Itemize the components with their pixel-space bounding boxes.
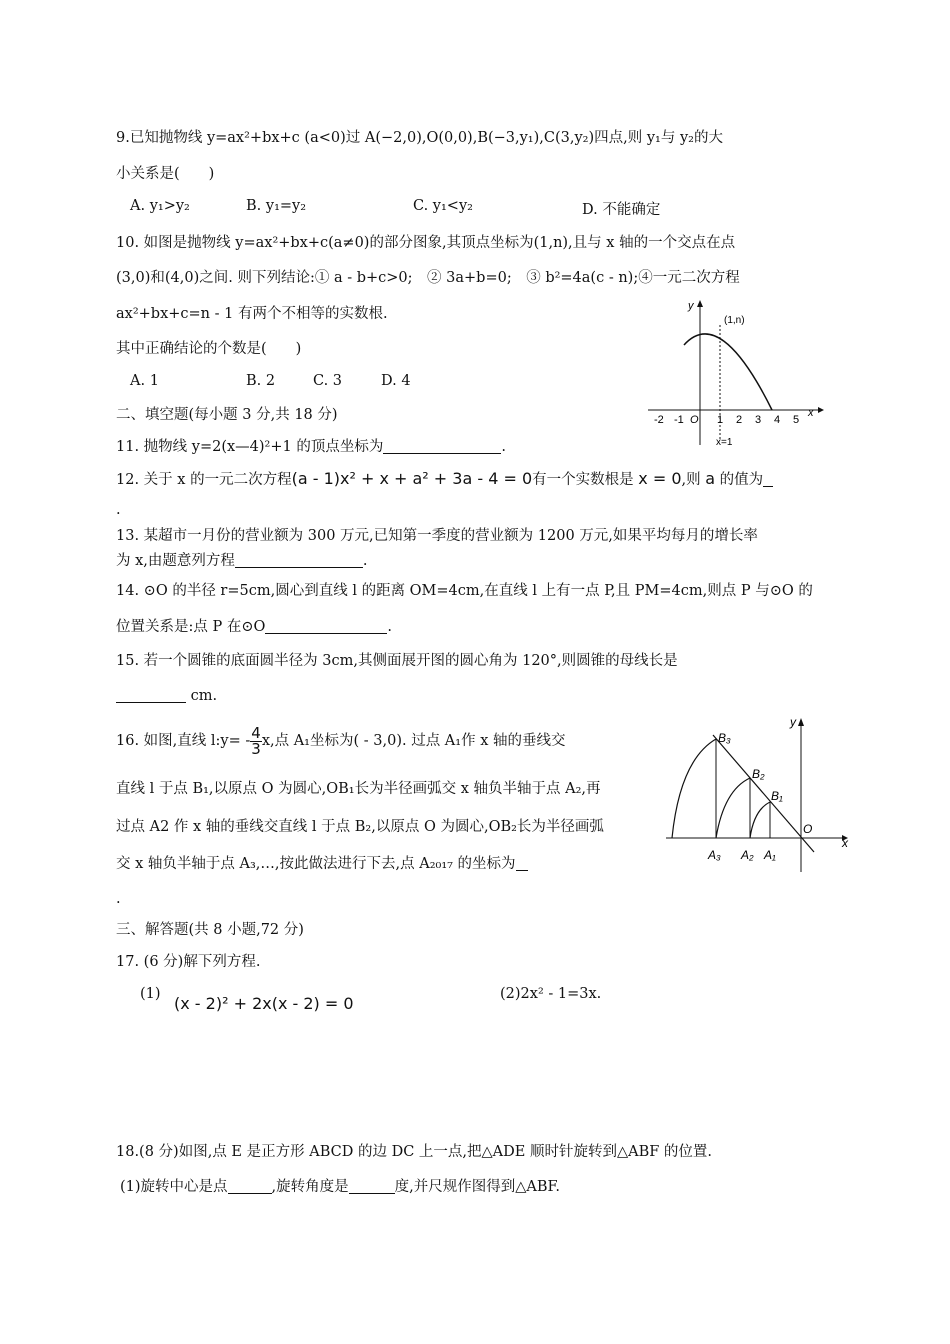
q12-var: a [705,469,716,488]
q15-line2 [116,686,217,706]
q12-suffix: ,则 [681,472,701,488]
q13-line2: 为 x,由题意列方程 . [116,553,368,569]
q14-line1: 14. ⊙O 的半径 r=5cm,圆心到直线 l 的距离 OM=4cm,在直线 l 上有一点 P,且 PM=4cm,则点 P 与⊙O 的 [116,583,813,599]
q16-line3: 过点 A2 作 x 轴的垂线交直线 l 于点 B₂,以原点 O 为圆心,OB₂长为半径画弧 [116,819,604,835]
arc-1 [750,802,770,838]
arc-3 [672,739,716,838]
parabola-curve [684,334,772,410]
x-axis-label: x [842,836,848,850]
y-axis-label: y [688,300,694,312]
q12-answer-blank[interactable] [763,471,773,487]
q17-title: 17. (6 分)解下列方程. [116,954,261,970]
tick-label: 1 [717,414,724,426]
x-axis-label: x [808,407,814,419]
point-a3-label: A₃ [708,848,721,862]
q10-option-d: D. 4 [381,373,411,389]
q12-prefix: 12. 关于 x 的一元二次方程 [116,472,292,488]
y-axis-arrow-icon [697,300,703,307]
q15-unit: cm. [190,688,218,704]
q13-line1: 13. 某超市一月份的营业额为 300 万元,已知第一季度的营业额为 1200 万元,如果平均每月的增长率 [116,528,758,544]
q17-part1-label: (1) [140,986,161,1002]
tick-label: 3 [755,414,762,426]
q16-answer-blank[interactable] [516,855,528,871]
point-b3-label: B₃ [718,731,731,745]
q9-option-a: A. y₁>y₂ [130,198,190,214]
section-3-heading: 三、解答题(共 8 小题,72 分) [116,922,304,938]
q10-option-a: A. 1 [130,373,159,389]
q12-root: x = 0 [638,469,682,488]
q9-option-c: C. y₁<y₂ [413,198,473,214]
tick-label: 5 [793,414,800,426]
q10-line3: ax²+bx+c=n - 1 有两个不相等的实数根. [116,306,388,322]
q10-option-b: B. 2 [246,373,276,389]
q16-text-b: x,点 A₁坐标为( - 3,0). 过点 A₁作 x 轴的垂线交 [261,733,566,749]
section-2-heading: 二、填空题(每小题 3 分,共 18 分) [116,407,338,423]
q16-frac-num: 4 [251,723,261,742]
q14-line2: 位置关系是:点 P 在⊙O . [116,619,393,635]
symmetry-axis-label: x=1 [716,437,733,448]
tick-label: -2 [654,414,664,426]
q18-text-c: 度,并尺规作图得到△ABF. [394,1179,560,1195]
q15-answer-blank[interactable] [116,687,186,703]
vertex-label: (1,n) [724,315,745,326]
q15-line1: 15. 若一个圆锥的底面圆半径为 3cm,其侧面展开图的圆心角为 120°,则圆锥的母线长是 [116,653,678,669]
origin-label: O [803,822,813,836]
q18-text-a: (1)旋转中心是点 [120,1179,228,1195]
q11: 11. 抛物线 y=2(x—4)²+1 的顶点坐标为 . [116,439,506,455]
q12-equation: (a - 1)x² + x + a² + 3a - 4 = 0 [291,469,533,488]
q10-option-c: C. 3 [313,373,343,389]
q13-text: 为 x,由题意列方程 [116,553,235,569]
q13-answer-blank[interactable] [235,552,363,568]
q12-middle: 有一个实数根是 [532,472,634,488]
q16-text: 交 x 轴负半轴于点 A₃,…,按此做法进行下去,点 A₂₀₁₇ 的坐标为 [116,856,516,872]
q16-dot: . [116,891,121,907]
q12 [116,467,773,492]
q14-answer-blank[interactable] [265,618,387,634]
q9-option-d: D. 不能确定 [582,202,661,218]
q18-line2 [120,1177,560,1197]
q11-answer-blank[interactable] [383,438,501,454]
q9-option-b: B. y₁=y₂ [246,198,307,214]
q12-end: 的值为 [719,472,764,488]
q18-angle-blank[interactable] [349,1178,395,1194]
q16-text-a: 16. 如图,直线 l:y= - [116,733,251,749]
q17-part2: (2)2x² - 1=3x. [500,986,602,1002]
x-axis-arrow-icon [818,407,824,413]
q10-line1: 10. 如图是抛物线 y=ax²+bx+c(a≠0)的部分图象,其顶点坐标为(1,n),且与 x 轴的一个交点在点 [116,235,736,251]
line-l [713,735,814,852]
y-axis-arrow-icon [798,718,804,726]
q9-line2: 小关系是( ) [116,166,215,182]
q11-text: 11. 抛物线 y=2(x—4)²+1 的顶点坐标为 [116,439,384,455]
q17-part1-equation: (x - 2)² + 2x(x - 2) = 0 [174,994,354,1013]
q16-frac-den: 3 [251,739,261,758]
tick-label: O [690,414,699,426]
point-a1-label: A₁ [764,848,776,862]
q12-dot: . [116,502,121,518]
tick-label: -1 [674,414,684,426]
q18-center-blank[interactable] [228,1178,272,1194]
arc-2 [716,778,750,838]
q14-text: 位置关系是:点 P 在⊙O [116,619,266,635]
q10-parabola-figure [640,295,830,455]
point-b2-label: B₂ [752,767,765,781]
tick-label: 2 [736,414,743,426]
q16-arcs-figure [666,712,856,876]
y-axis-label: y [790,715,796,729]
q16-line2: 直线 l 于点 B₁,以原点 O 为圆心,OB₁长为半径画弧交 x 轴负半轴于点 A₂,再 [116,781,601,797]
q10-line2: (3,0)和(4,0)之间. 则下列结论:① a - b+c>0; ② 3a+b=0; ③ b²=4a(c - n);④一元二次方程 [116,270,740,286]
q16-fraction [250,723,262,758]
q18-text-b: ,旋转角度是 [271,1179,349,1195]
tick-label: 4 [774,414,781,426]
q10-line4: 其中正确结论的个数是( ) [116,341,302,357]
q18-line1: 18.(8 分)如图,点 E 是正方形 ABCD 的边 DC 上一点,把△ADE 顺时针旋转到△ABF 的位置. [116,1144,712,1160]
q16-line4 [116,854,528,874]
q9-line1: 9.已知抛物线 y=ax²+bx+c (a<0)过 A(−2,0),O(0,0),B(−3,y₁),C(3,y₂)四点,则 y₁与 y₂的大 [116,130,723,146]
q16-line1 [116,724,566,758]
point-b1-label: B₁ [771,789,783,803]
point-a2-label: A₂ [741,848,754,862]
